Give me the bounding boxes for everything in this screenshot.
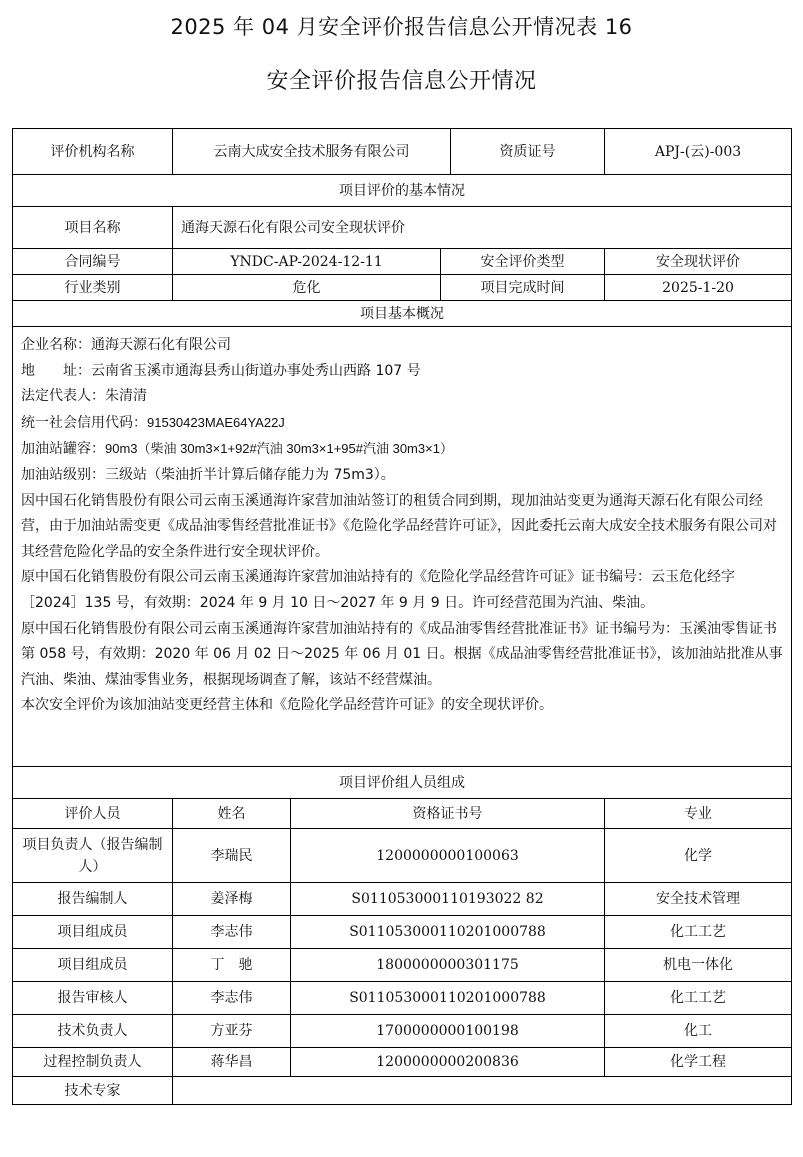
org-row [13,129,792,175]
eval-type-value: 安全现状评价 [605,249,792,275]
member-role: 项目组成员 [13,949,173,982]
member-name: 方亚芬 [173,1015,291,1048]
disclosure-table [12,128,792,1105]
member-cert: S011053000110201000788 [291,982,605,1015]
member-major: 化工工艺 [605,916,792,949]
finish-time-value: 2025-1-20 [605,275,792,301]
column-header: 评价人员 [13,799,173,829]
cert-value: APJ-(云)-003 [605,129,792,175]
member-role: 报告编制人 [13,883,173,916]
member-cert: S011053000110193022 82 [291,883,605,916]
member-cert: 1200000000100063 [291,829,605,883]
cert-label: 资质证号 [451,129,605,175]
member-cert: 1200000000200836 [291,1048,605,1077]
summary-company: 企业名称：通海天源石化有限公司 [21,337,231,353]
member-cert: 1800000000301175 [291,949,605,982]
team-header-row [13,799,792,829]
project-name-label: 项目名称 [13,207,173,249]
eval-type-label: 安全评价类型 [441,249,605,275]
member-role: 项目负责人（报告编制人） [13,829,173,883]
member-name: 丁 驰 [173,949,291,982]
member-name: 李志伟 [173,982,291,1015]
column-header: 姓名 [173,799,291,829]
project-summary [13,327,792,767]
member-role: 报告审核人 [13,982,173,1015]
project-name-value: 通海天源石化有限公司安全现状评价 [173,207,792,249]
member-name: 李瑞民 [173,829,291,883]
member-major: 化工 [605,1015,792,1048]
basic-section-title: 项目评价的基本情况 [13,175,792,207]
expert-row [13,1077,792,1105]
summary-paragraph: 本次安全评价为该加油站变更经营主体和《危险化学品经营许可证》的安全现状评价。 [21,697,553,714]
member-role: 项目组成员 [13,916,173,949]
member-major: 机电一体化 [605,949,792,982]
document-title: 2025 年 04 月安全评价报告信息公开情况表 16 [170,15,633,39]
summary-station-level: 加油站级别：三级站（柴油折半计算后储存能力为 75m3）。 [21,466,395,483]
org-name-value: 云南大成安全技术服务有限公司 [173,129,451,175]
summary-section-title: 项目基本概况 [13,301,792,327]
summary-legal-rep: 法定代表人：朱清清 [21,388,147,405]
team-section-title: 项目评价组人员组成 [13,767,792,799]
document-subtitle: 安全评价报告信息公开情况 [266,69,537,94]
table-row [13,1048,792,1077]
contract-value: YNDC-AP-2024-12-11 [173,249,441,275]
member-major: 化学 [605,829,792,883]
column-header: 资格证书号 [291,799,605,829]
table-row [13,829,792,883]
industry-label: 行业类别 [13,275,173,301]
member-cert: 1700000000100198 [291,1015,605,1048]
summary-credit-code: 统一社会信用代码：91530423MAE64YA22J [21,414,285,431]
org-name-label: 评价机构名称 [13,129,173,175]
summary-paragraph: 原中国石化销售股份有限公司云南玉溪通海许家营加油站持有的《成品油零售经营批准证书》证书编号为：玉溪油零售证书第 058 号，有效期：2020 年 06 月 02 日～2025 年 06 月 01 日。根据《成品油零售经营批准证书》，该加油站批准从事汽油、柴油、煤油零售业务，根据现场调查了解，该站不经营煤油。 [21,620,783,688]
member-name: 姜泽梅 [173,883,291,916]
table-row [13,1015,792,1048]
summary-address: 地 址：云南省玉溪市通海县秀山街道办事处秀山西路 107 号 [21,362,421,379]
finish-time-label: 项目完成时间 [441,275,605,301]
member-major: 安全技术管理 [605,883,792,916]
table-row [13,949,792,982]
summary-paragraph: 原中国石化销售股份有限公司云南玉溪通海许家营加油站持有的《危险化学品经营许可证》证书编号：云玉危化经字［2024］135 号，有效期：2024 年 9 月 10 日～2027 年 9 月 9 日。许可经营范围为汽油、柴油。 [21,569,735,611]
member-role: 技术负责人 [13,1015,173,1048]
member-major: 化学工程 [605,1048,792,1077]
contract-label: 合同编号 [13,249,173,275]
industry-value: 危化 [173,275,441,301]
table-row [13,916,792,949]
summary-paragraph: 因中国石化销售股份有限公司云南玉溪通海许家营加油站签订的租赁合同到期，现加油站变更为通海天源石化有限公司经营，由于加油站需变更《成品油零售经营批准证书》《危险化学品经营许可证》，因此委托云南大成安全技术服务有限公司对其经营危险化学品的安全条件进行安全现状评价。 [21,492,777,560]
member-name: 李志伟 [173,916,291,949]
column-header: 专业 [605,799,792,829]
expert-value [173,1077,792,1105]
member-role: 过程控制负责人 [13,1048,173,1077]
member-major: 化工工艺 [605,982,792,1015]
expert-label: 技术专家 [13,1077,173,1105]
member-cert: S011053000110201000788 [291,916,605,949]
table-row [13,883,792,916]
member-name: 蒋华昌 [173,1048,291,1077]
table-row [13,982,792,1015]
summary-tank-capacity: 加油站罐容：90m3（柴油 30m3×1+92#汽油 30m3×1+95#汽油 30m3×1） [21,441,453,458]
